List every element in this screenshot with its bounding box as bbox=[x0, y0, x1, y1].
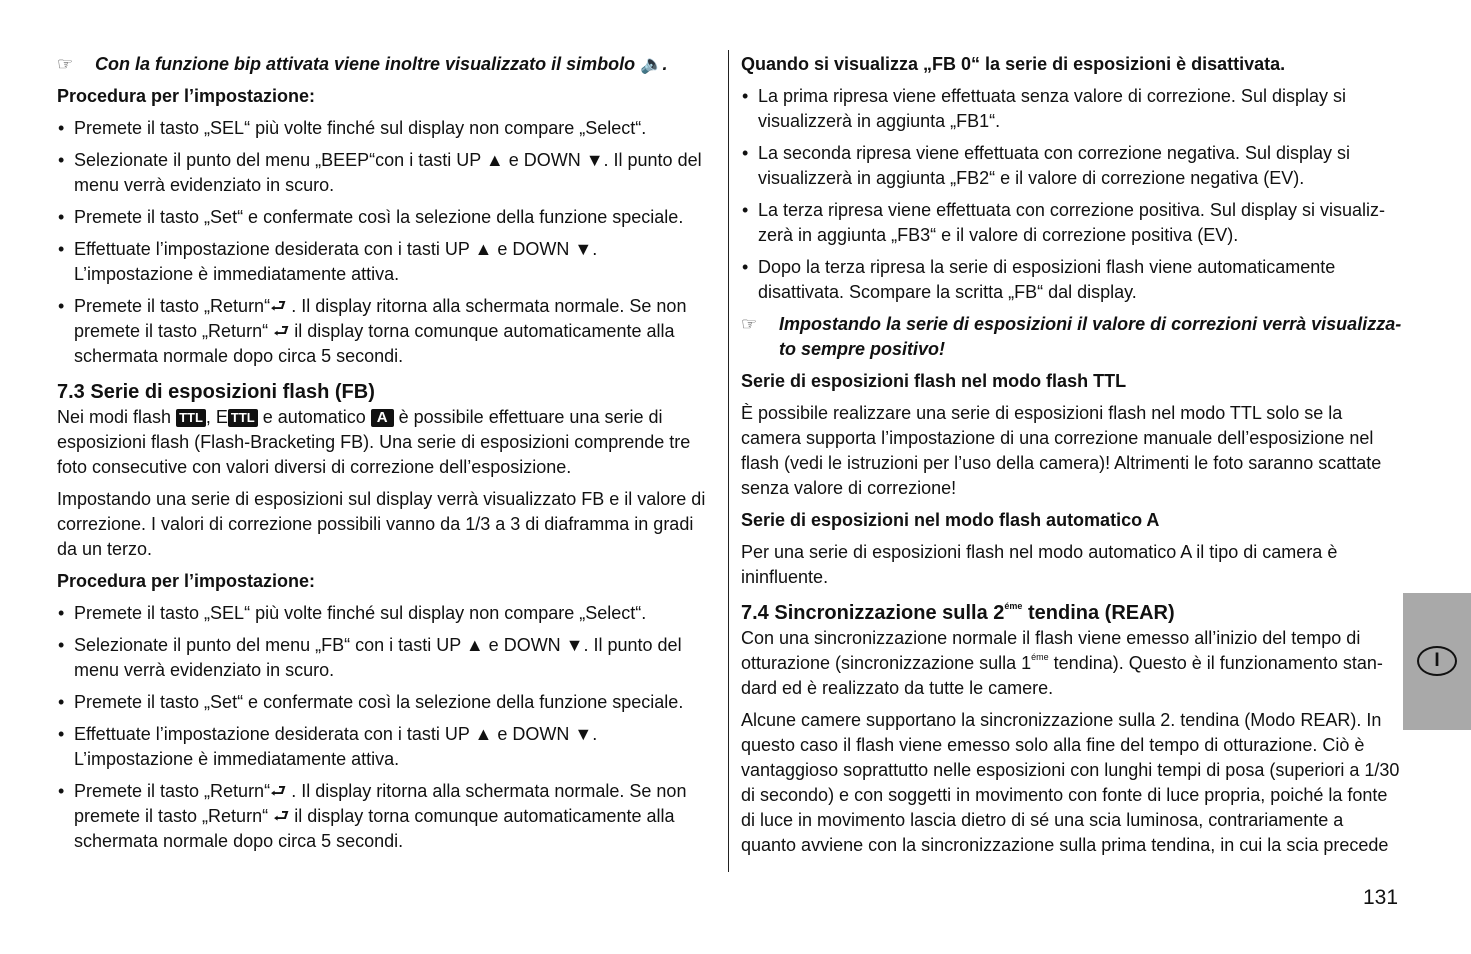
fb0-heading: Quando si visualizza „FB 0“ la serie di esposizioni è disattivata. bbox=[741, 54, 1286, 74]
sync-paragraph: Con una sincronizzazione normale il flash viene emesso all’inizio del tempo di otturazione (sincronizzazione sulla $1^{éme}$ tendina). Questo è il funzionamento stan-dard ed è realizzato da tutte le camere. bbox=[741, 628, 1383, 698]
ttl-paragraph: È possibile realizzare una serie di esposizioni flash nel modo TTL solo se la camera supporta l’impostazione di una correzione manuale dell’esposizione nel flash (vedi le istruzioni per l’uso della camera)! Altrimenti le foto saranno scattate senza valore di correzione! bbox=[741, 403, 1382, 498]
ttl-heading: Serie di esposizioni flash nel modo flash TTL bbox=[741, 371, 1127, 391]
beep-note: ☞ Con la funzione bip attivata viene inoltre visualizzato il simbolo 🔈. bbox=[57, 52, 717, 77]
pointing-hand-icon: ☞ bbox=[57, 54, 74, 74]
ttl-mode-badge: TTL bbox=[176, 409, 206, 427]
procedure-list-2 bbox=[57, 601, 717, 854]
fb-display-paragraph: Impostando una serie di esposizioni sul display verrà visualizzato FB e il valore di correzione. I valori di correzione possibili vanno da 1/3 a 3 di diaframma in gradi da un terzo. bbox=[57, 489, 706, 559]
list-item: • Effettuate l’impostazione desiderata con i tasti UP ▲ e DOWN ▼. L’impostazione è immediatamente attiva. bbox=[57, 722, 717, 772]
list-item: • Premete il tasto „Return“⮐ . Il display ritorna alla schermata normale. Se non premete il tasto „Return“ ⮐ il display torna comunque automaticamente alla schermata normale dopo circa 5 secondi. bbox=[57, 779, 717, 854]
list-item: • Dopo la terza ripresa la serie di esposizioni flash viene automaticamente disattivata. Scompare la scritta „FB“ dal display. bbox=[741, 255, 1403, 305]
left-column bbox=[57, 52, 717, 861]
list-item: • Premete il tasto „Set“ e confermate così la selezione della funzione speciale. bbox=[57, 205, 717, 230]
language-tab-label: I bbox=[1417, 646, 1457, 676]
section-title-7-3: 7.3 Serie di esposizioni flash (FB) bbox=[57, 381, 375, 403]
positive-correction-note: ☞ Impostando la serie di esposizioni il valore di correzioni verrà visualizza-to sempre positivo! bbox=[741, 312, 1403, 362]
procedure-heading-2: Procedura per l’impostazione: bbox=[57, 571, 316, 591]
rear-paragraph: Alcune camere supportano la sincronizzazione sulla 2. tendina (Modo REAR). In questo caso il flash viene emesso solo alla fine del tempo di otturazione. Ciò è vantaggioso soprattutto nelle esposizioni con lunghi tempi di posa (superiori a 1/30 di secondo) e con soggetti in movimento con fonte di luce propria, poiché la fonte di luce in movimento lascia dietro di sé una scia luminosa, contrariamente a quanto avviene con la sincronizzazione sulla prima tendina, in cui la scia precede bbox=[741, 710, 1400, 855]
list-item: • Selezionate il punto del menu „BEEP“con i tasti UP ▲ e DOWN ▼. Il punto del menu verrà evidenziato in scuro. bbox=[57, 148, 717, 198]
procedure-heading-1: Procedura per l’impostazione: bbox=[57, 86, 316, 106]
list-item: • La seconda ripresa viene effettuata con correzione negativa. Sul display si visualizzerà in aggiunta „FB2“ e il valore di correzione negativa (EV). bbox=[741, 141, 1403, 191]
fb-intro-paragraph: Nei modi flash TTL , E TTL e automatico A è possibile effettuare una serie di esposizioni flash (Flash-Bracketing FB). Una serie di esposizioni comprende tre foto consecutive con valori diversi di correzione dell’esposizione. bbox=[57, 407, 691, 477]
language-tab bbox=[1403, 593, 1471, 730]
pointing-hand-icon: ☞ bbox=[741, 314, 758, 334]
list-item: • Selezionate il punto del menu „FB“ con i tasti UP ▲ e DOWN ▼. Il punto del menu verrà evidenziato in scuro. bbox=[57, 633, 717, 683]
list-item: • Premete il tasto „SEL“ più volte finché sul display non compare „Select“. bbox=[57, 116, 717, 141]
auto-paragraph: Per una serie di esposizioni flash nel modo automatico A il tipo di camera è ininfluente. bbox=[741, 542, 1338, 587]
list-item: • Premete il tasto „Return“⮐ . Il display ritorna alla schermata normale. Se non premete il tasto „Return“ ⮐ il display torna comunque automaticamente alla schermata normale dopo circa 5 secondi. bbox=[57, 294, 717, 369]
column-divider bbox=[728, 50, 729, 872]
fb-sequence-list bbox=[741, 84, 1403, 305]
list-item: • La terza ripresa viene effettuata con correzione positiva. Sul display si visualiz-zerà in aggiunta „FB3“ e il valore di correzione positiva (EV). bbox=[741, 198, 1403, 248]
list-item: • Effettuate l’impostazione desiderata con i tasti UP ▲ e DOWN ▼. L’impostazione è immediatamente attiva. bbox=[57, 237, 717, 287]
page-number: 131 bbox=[1363, 886, 1399, 909]
right-column bbox=[741, 52, 1403, 865]
section-title-7-4: 7.4 Sincronizzazione sulla $2^{éme}$ tendina (REAR) bbox=[741, 601, 1175, 624]
auto-mode-badge: A bbox=[371, 409, 394, 427]
list-item: • La prima ripresa viene effettuata senza valore di correzione. Sul display si visualizzerà in aggiunta „FB1“. bbox=[741, 84, 1403, 134]
auto-heading: Serie di esposizioni nel modo flash automatico A bbox=[741, 510, 1160, 530]
list-item: • Premete il tasto „SEL“ più volte finché sul display non compare „Select“. bbox=[57, 601, 717, 626]
procedure-list-1 bbox=[57, 116, 717, 369]
list-item: • Premete il tasto „Set“ e confermate così la selezione della funzione speciale. bbox=[57, 690, 717, 715]
ettl-mode-badge: TTL bbox=[228, 409, 258, 427]
